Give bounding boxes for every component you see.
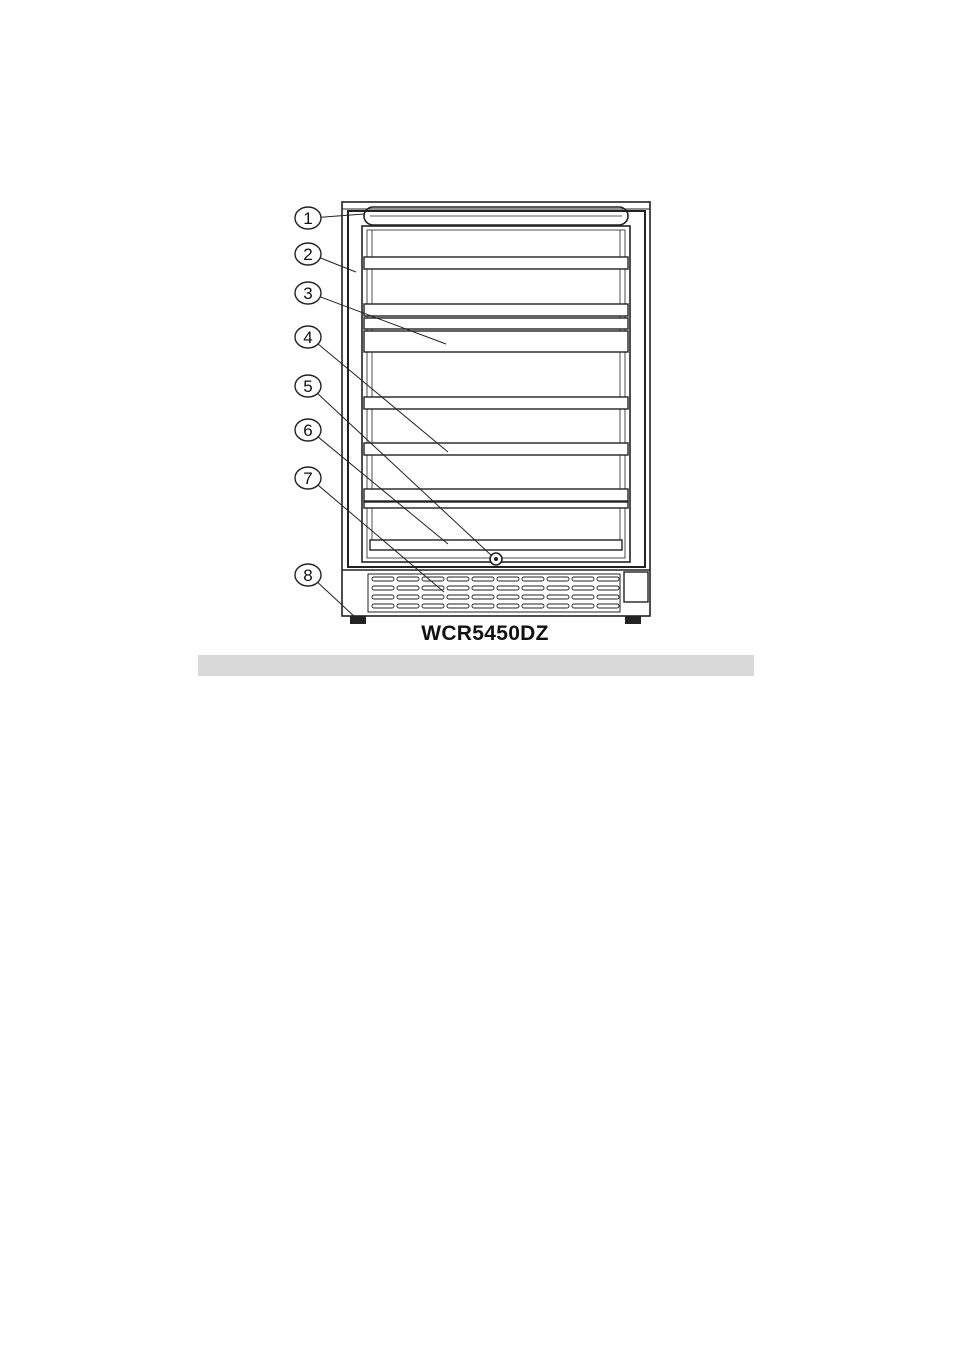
shelves	[364, 257, 628, 550]
callout-number: 3	[303, 284, 313, 303]
callout-number: 5	[303, 377, 313, 396]
grille-slot	[447, 604, 469, 608]
grille-slot	[497, 586, 519, 590]
grille-slot	[522, 595, 544, 599]
callout-number: 7	[303, 469, 313, 488]
display-shelf	[370, 540, 622, 550]
callout-number: 6	[303, 421, 313, 440]
grille-slot	[397, 604, 419, 608]
glass-panel	[362, 226, 630, 562]
callout-leader-line	[318, 582, 356, 618]
callout-number: 2	[303, 245, 313, 264]
grille-slot	[547, 577, 569, 581]
grille-slot	[547, 595, 569, 599]
leveling-leg	[350, 616, 366, 624]
grille-slot	[447, 577, 469, 581]
shelf	[364, 304, 628, 316]
grille-slot	[497, 595, 519, 599]
grille-slot	[472, 586, 494, 590]
grille-slot	[597, 586, 619, 590]
door-lock	[490, 553, 502, 565]
grille-slot	[572, 604, 594, 608]
front-grille	[342, 570, 650, 612]
grille-slot	[372, 577, 394, 581]
grille-slot	[597, 604, 619, 608]
grille-slot	[497, 577, 519, 581]
callout-number: 8	[303, 566, 313, 585]
grille-slot	[472, 604, 494, 608]
grille-slot	[522, 586, 544, 590]
grille-slot	[572, 595, 594, 599]
shelf	[364, 443, 628, 455]
grille-slot	[597, 577, 619, 581]
grille-slot	[522, 604, 544, 608]
grille-slot	[422, 595, 444, 599]
callout-number: 4	[303, 328, 313, 347]
grille-slot	[397, 595, 419, 599]
grille-slot	[497, 604, 519, 608]
model-name: WCR5450DZ	[421, 622, 549, 645]
section-divider-bar	[198, 655, 754, 676]
callout-2	[295, 243, 356, 272]
shelf	[364, 397, 628, 409]
callout-leader-line	[318, 393, 492, 556]
grille-slot	[422, 604, 444, 608]
grille-slot	[522, 577, 544, 581]
grille-slot	[547, 586, 569, 590]
grille-slot	[572, 586, 594, 590]
grille-slot	[597, 595, 619, 599]
grille-slot	[472, 595, 494, 599]
grille-slot	[447, 586, 469, 590]
grille-slot	[547, 604, 569, 608]
grille-slot	[422, 577, 444, 581]
shelf	[364, 331, 628, 352]
grille-slot	[572, 577, 594, 581]
callout-number: 1	[303, 209, 313, 228]
shelf	[364, 257, 628, 269]
control-box	[624, 572, 648, 602]
callout-leader-line	[320, 258, 356, 272]
grille-slot	[372, 595, 394, 599]
grille-slot	[397, 577, 419, 581]
leveling-leg	[625, 616, 641, 624]
grille-slot	[372, 604, 394, 608]
grille-slot	[372, 586, 394, 590]
grille-slot	[397, 586, 419, 590]
grille-slot	[472, 577, 494, 581]
grille-slot	[447, 595, 469, 599]
shelf	[364, 489, 628, 501]
shelf	[364, 318, 628, 329]
callout-8	[295, 564, 356, 618]
